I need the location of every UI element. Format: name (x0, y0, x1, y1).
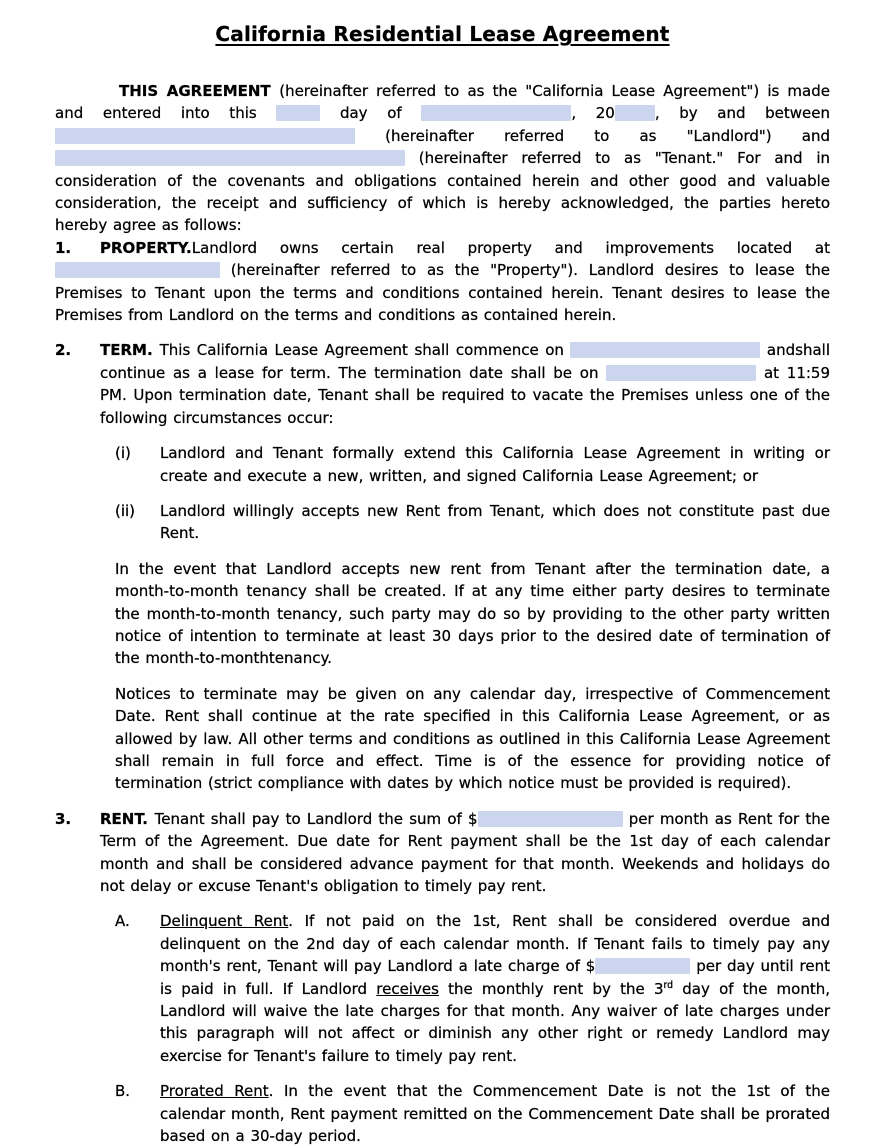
rent-item-a-delinquent-text: receives (376, 979, 439, 998)
intro-paragraph-text: THIS AGREEMENT (119, 82, 280, 100)
term-item-ii-text: Landlord willingly accepts new Rent from Tenant, which does not constitute past due Rent. (160, 501, 830, 543)
section-2-term-text: TERM. (100, 341, 160, 360)
section-3-rent-text: per month as Rent for the Term of the Agreement. Due date for Rent payment shall be the 1st day of each calendar month and shall be considered advance payment for that month. Weekends and holidays do not delay or excuse Tenant's obligation to timely pay rent. (100, 809, 830, 895)
rent-item-b-prorated-text: Prorated Rent (160, 1082, 269, 1101)
landlord-name-field[interactable] (55, 128, 355, 144)
section-2-term (55, 339, 830, 429)
intro-paragraph-text: , 20 (571, 104, 615, 123)
rent-item-a-delinquent-text: the monthly rent by the 3 (438, 979, 664, 998)
section-2-term-text: at 11:59 PM. Upon termination date, Tenant shall be required to vacate the Premises unless one of the following circumstances occur: (100, 363, 831, 427)
tenant-name-field[interactable] (55, 150, 405, 166)
month-field[interactable] (421, 105, 571, 121)
section-1-property-text: Landlord owns certain real property and improvements located at (191, 238, 830, 257)
section-3-rent-label: 3. (55, 809, 72, 828)
rent-item-b-prorated-label: B. (115, 1082, 131, 1101)
termination-date-field[interactable] (606, 365, 756, 381)
day-field[interactable] (276, 105, 320, 121)
intro-paragraph-text: (hereinafter referred to as the "California Lease Agreement") is made and entered into this (55, 82, 830, 123)
section-2-term-text: andshall continue as a lease for term. The termination date shall be on (100, 341, 830, 382)
rent-item-b-prorated (115, 1080, 830, 1147)
section-3-rent-text: Tenant shall pay to Landlord the sum of $ (154, 809, 478, 828)
monthly-rent-amount-field[interactable] (478, 811, 623, 827)
year-field[interactable] (615, 105, 655, 121)
section-1-property-text: PROPERTY. (100, 238, 192, 257)
late-charge-amount-field[interactable] (595, 958, 690, 974)
section-1-property-label: 1. (55, 238, 72, 257)
section-3-rent (55, 808, 830, 898)
section-1-property-text: (hereinafter referred to as the "Property"). Landlord desires to lease the Premises to Tenant upon the terms and conditions contained herein. Tenant desires to lease the Premises from Landlord on the terms and conditions as contained herein. (55, 261, 830, 325)
property-address-field[interactable] (55, 262, 220, 278)
document-body (55, 80, 830, 1147)
commencement-date-field[interactable] (570, 342, 760, 358)
rent-item-a-delinquent-text: day of the month, Landlord will waive the late charges for that month. Any waiver of late charges under this paragraph will not affect or diminish any other right or remedy Landlord may exercise for Tenant's failure to timely pay rent. (160, 979, 831, 1065)
rent-item-a-delinquent-text: . If not paid on the 1st, Rent shall be considered overdue and delinquent on the 2nd day of each calendar month. If Tenant fails to timely pay any month's rent, Tenant will pay Landlord a late charge of $ (160, 912, 831, 976)
intro-paragraph (55, 80, 830, 237)
section-2-term-text: This California Lease Agreement shall commence on (159, 341, 571, 360)
rent-item-a-delinquent (115, 910, 830, 1067)
section-1-property (55, 237, 830, 327)
rent-item-a-delinquent-text: Delinquent Rent (160, 912, 289, 931)
section-2-term-label: 2. (55, 341, 72, 360)
term-item-ii-label: (ii) (115, 501, 136, 520)
rent-item-a-delinquent-text: rd (663, 979, 674, 991)
intro-paragraph-text: , by and between (654, 104, 830, 123)
section-3-rent-text: RENT. (100, 809, 155, 828)
notices-paragraph (115, 683, 830, 795)
rent-item-a-delinquent-label: A. (115, 912, 130, 931)
term-item-i-text: Landlord and Tenant formally extend this California Lease Agreement in writing or create and execute a new, written, and signed California Lease Agreement; or (160, 444, 830, 485)
intro-paragraph-text: day of (320, 104, 422, 123)
rent-item-b-prorated-text: . In the event that the Commencement Date is not the 1st of the calendar month, Rent payment remitted on the Commencement Date shall be prorated based on a 30-day period. (160, 1082, 831, 1146)
term-item-i-label: (i) (115, 444, 131, 463)
month-to-month-paragraph (115, 558, 830, 670)
intro-paragraph-text: (hereinafter referred to as "Landlord") and (355, 126, 830, 145)
term-item-ii (115, 500, 830, 545)
page-title: California Residential Lease Agreement (215, 22, 670, 46)
month-to-month-paragraph-text: In the event that Landlord accepts new rent from Tenant after the termination date, a month-to-month tenancy shall be created. If at any time either party desires to terminate the month-to-month tenancy, such party may do so by providing to the other party written notice of intention to terminate at least 30 days prior to the desired date of termination of the month-to-monthtenancy. (115, 559, 830, 668)
notices-paragraph-text: Notices to terminate may be given on any calendar day, irrespective of Commencement Date. Rent shall continue at the rate specified in this California Lease Agreement, or as allowed by law. All other terms and conditions as outlined in this California Lease Agreement shall remain in full force and effect. Time is of the essence for providing notice of termination (strict compliance with dates by which notice must be provided is required). (115, 684, 830, 793)
rent-item-a-delinquent-text: per day until rent is paid in full. If Landlord (160, 957, 830, 998)
intro-paragraph-text: (hereinafter referred to as "Tenant." For and in consideration of the covenants and obligations contained herein and other good and valuable consideration, the receipt and sufficiency of which is hereby acknowledged, the parties hereto hereby agree as follows: (55, 149, 830, 235)
term-item-i (115, 442, 830, 487)
